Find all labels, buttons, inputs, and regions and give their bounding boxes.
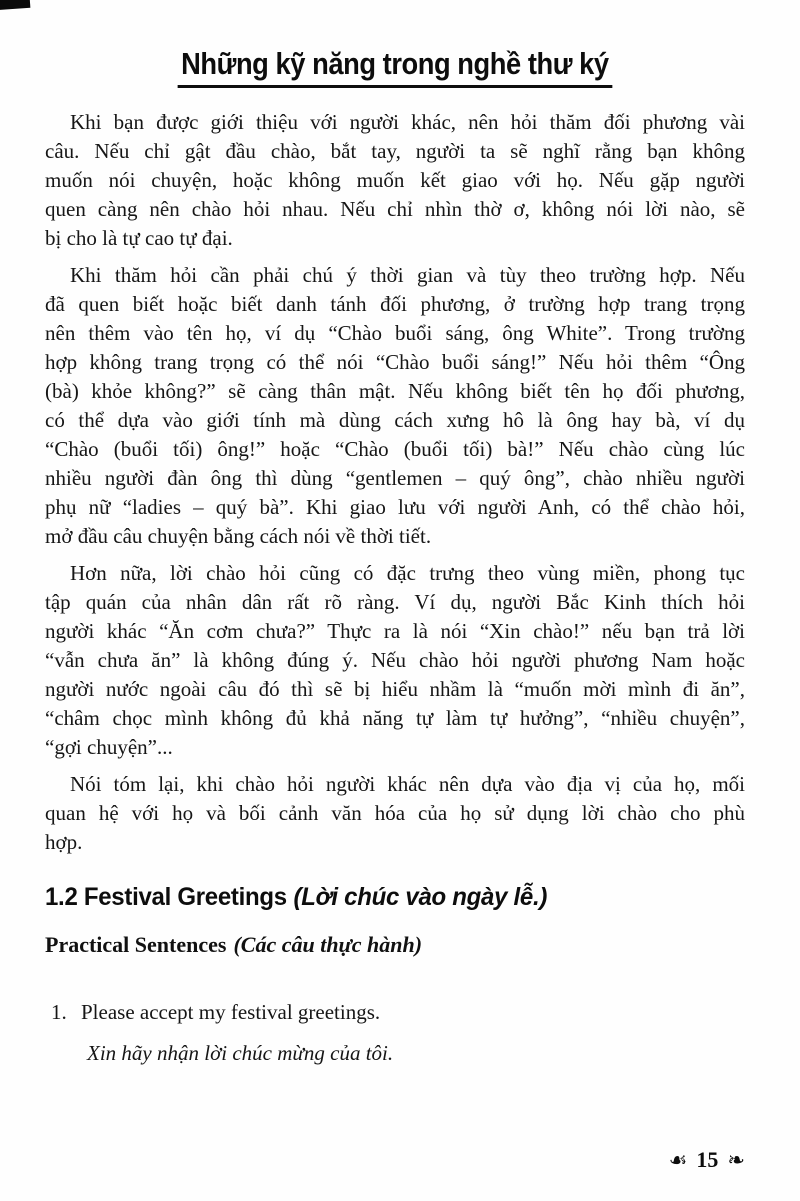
floral-ornament-right-icon: ❧ [727, 1147, 745, 1172]
paragraph-line: câu. Nếu chỉ gật đầu chào, bắt tay, người ta sẽ nghĩ rằng bạn không [45, 139, 745, 163]
subsection-heading-english: Practical Sentences [45, 932, 227, 957]
paragraph-line: Khi thăm hỏi cần phải chú ý thời gian và tùy theo trường hợp. Nếu [70, 263, 745, 287]
paragraph-line: nên thêm vào tên họ, ví dụ “Chào buổi sáng, ông White”. Trong trường [45, 321, 745, 345]
paragraph-line: tập quán của nhân dân rất rõ ràng. Ví dụ, người Bắc Kinh thích hỏi [45, 590, 745, 614]
paragraph-line: “châm chọc mình không đủ khả năng tự làm tự hưởng”, “nhiều chuyện”, [45, 706, 745, 730]
floral-ornament-left-icon: ☙ [668, 1147, 688, 1172]
section-heading [45, 883, 717, 912]
sentence-translation: Xin hãy nhận lời chúc mừng của tôi. [87, 1041, 394, 1065]
paragraph [45, 770, 745, 857]
paragraph-line: quen càng nên chào hỏi nhau. Nếu chỉ nhìn thờ ơ, không nói lời nào, sẽ [45, 197, 745, 221]
paragraph-line: mở đầu câu chuyện bằng cách nói về thời tiết. [45, 524, 432, 548]
paragraph-line: Khi bạn được giới thiệu với người khác, nên hỏi thăm đối phương vài [70, 110, 745, 134]
paragraph-line: muốn nói chuyện, hoặc không muốn kết giao với họ. Nếu gặp người [45, 168, 745, 192]
subsection-heading [45, 932, 745, 958]
section-heading-english: 1.2 Festival Greetings [45, 883, 287, 911]
section-heading-vietnamese: (Lời chúc vào ngày lễ.) [293, 883, 548, 911]
sentence-number: 1. [51, 1000, 67, 1024]
paragraph-line: (bà) khỏe không?” sẽ càng thân mật. Nếu không biết tên họ đối phương, [45, 379, 745, 403]
subsection-heading-vietnamese: (Các câu thực hành) [233, 932, 423, 957]
sentence-english: Please accept my festival greetings. [81, 1000, 381, 1024]
page-header [45, 46, 745, 88]
paragraph-line: đã quen biết hoặc biết danh tánh đối phương, ở trường hợp trang trọng [45, 292, 745, 316]
scan-artifact-corner [0, 0, 30, 10]
paragraph-line: bị cho là tự cao tự đại. [45, 226, 233, 250]
numbered-sentence [45, 998, 745, 1027]
paragraph-line: có thể dựa vào giới tính mà dùng cách xưng hô là ông hay bà, ví dụ [45, 408, 745, 432]
paragraph-line: “vẫn chưa ăn” là không đúng ý. Nếu chào hỏi người phương Nam hoặc [45, 648, 745, 672]
paragraph-line: hợp. [45, 830, 83, 854]
body-paragraphs [45, 108, 745, 857]
paragraph [45, 559, 745, 762]
paragraph-line: quan hệ với họ và bối cảnh văn hóa của họ sử dụng lời chào cho phù [45, 801, 745, 825]
paragraph-line: Hơn nữa, lời chào hỏi cũng có đặc trưng theo vùng miền, phong tục [70, 561, 745, 585]
paragraph [45, 261, 745, 551]
paragraph [45, 108, 745, 253]
paragraph-line: phụ nữ “ladies – quý bà”. Khi giao lưu với người Anh, có thể chào hỏi, [45, 495, 745, 519]
paragraph-line: nhiều người đàn ông thì dùng “gentlemen – quý ông”, chào nhiều người [45, 466, 745, 490]
paragraph-line: người khác “Ăn cơm chưa?” Thực ra là nói “Xin chào!” nếu bạn trả lời [45, 619, 745, 643]
page-title: Những kỹ năng trong nghề thư ký [178, 46, 613, 88]
page-footer [669, 1149, 745, 1171]
page-number: 15 [696, 1147, 719, 1172]
paragraph-line: người nước ngoài câu đó thì sẽ bị hiểu nhầm là “muốn mời mình đi ăn”, [45, 677, 745, 701]
paragraph-line: “gợi chuyện”... [45, 735, 173, 759]
paragraph-line: Nói tóm lại, khi chào hỏi người khác nên dựa vào địa vị của họ, mối [70, 772, 745, 796]
paragraph-line: hợp không trang trọng có thể nói “Chào buổi sáng!” Nếu hỏi thêm “Ông [45, 350, 745, 374]
paragraph-line: “Chào (buổi tối) ông!” hoặc “Chào (buổi tối) bà!” Nếu chào cùng lúc [45, 437, 745, 461]
